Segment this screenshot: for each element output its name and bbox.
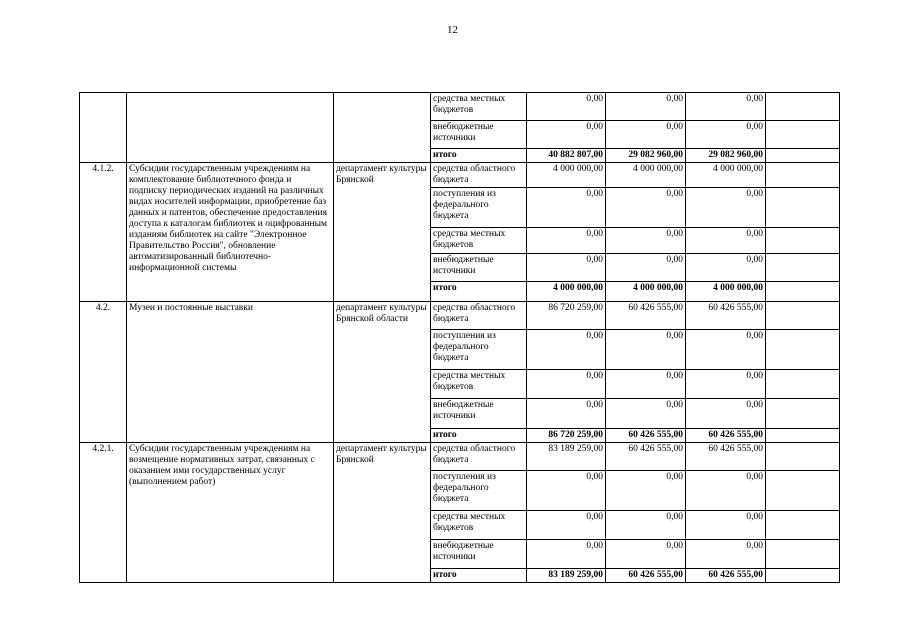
empty-cell [766,330,840,370]
amount-cell: 83 189 259,00 [527,569,606,583]
amount-cell: 0,00 [686,188,766,228]
amount-cell: 4 000 000,00 [686,163,766,188]
amount-cell: 0,00 [606,254,686,282]
item-name-cell: Музеи и постоянные выставки [127,302,334,443]
empty-cell [766,540,840,569]
funding-source-cell: итого [431,282,527,302]
table-row [80,163,840,188]
amount-cell: 29 082 960,00 [686,149,766,163]
page-number: 12 [447,24,458,36]
amount-cell: 0,00 [606,228,686,254]
empty-cell [766,188,840,228]
amount-cell: 86 720 259,00 [527,302,606,330]
empty-cell [766,228,840,254]
amount-cell: 0,00 [606,399,686,429]
amount-cell: 0,00 [527,121,606,149]
amount-cell: 0,00 [686,370,766,399]
funding-source-cell: поступления из федерального бюджета [431,188,527,228]
amount-cell: 0,00 [527,254,606,282]
amount-cell: 0,00 [686,228,766,254]
amount-cell: 0,00 [606,188,686,228]
amount-cell: 0,00 [686,399,766,429]
amount-cell: 60 426 555,00 [686,569,766,583]
funding-source-cell: поступления из федерального бюджета [431,471,527,511]
empty-cell [766,569,840,583]
amount-cell: 4 000 000,00 [527,282,606,302]
empty-cell [766,93,840,121]
empty-cell [766,429,840,443]
empty-cell [766,443,840,471]
empty-cell [766,511,840,540]
empty-cell [766,282,840,302]
empty-cell [766,254,840,282]
item-number-cell: 4.1.2. [80,163,127,302]
amount-cell: 0,00 [527,511,606,540]
amount-cell: 60 426 555,00 [606,569,686,583]
funding-source-cell: средства областного бюджета [431,163,527,188]
funding-source-cell: итого [431,429,527,443]
funding-source-cell: внебюджетные источники [431,254,527,282]
amount-cell: 0,00 [527,188,606,228]
funding-source-cell: средства областного бюджета [431,302,527,330]
funding-source-cell: итого [431,149,527,163]
empty-cell [766,471,840,511]
empty-cell [766,149,840,163]
amount-cell: 0,00 [527,330,606,370]
amount-cell: 60 426 555,00 [686,443,766,471]
amount-cell: 60 426 555,00 [606,302,686,330]
table-row [80,93,840,121]
amount-cell: 0,00 [606,540,686,569]
executor-cell: департамент культуры Брянской [334,443,431,583]
budget-table [79,92,840,583]
item-number-cell: 4.2. [80,302,127,443]
amount-cell: 0,00 [527,370,606,399]
empty-cell [766,302,840,330]
funding-source-cell: итого [431,569,527,583]
amount-cell: 4 000 000,00 [527,163,606,188]
amount-cell: 60 426 555,00 [606,429,686,443]
amount-cell: 40 882 807,00 [527,149,606,163]
item-name-cell: Субсидии государственным учреждениям на возмещение нормативных затрат, связанных с оказанием ими государственных услуг (выполнением работ) [127,443,334,583]
amount-cell: 0,00 [686,93,766,121]
name-cell [127,93,334,163]
amount-cell: 60 426 555,00 [686,429,766,443]
amount-cell: 0,00 [686,330,766,370]
amount-cell: 86 720 259,00 [527,429,606,443]
funding-source-cell: средства местных бюджетов [431,93,527,121]
funding-source-cell: средства местных бюджетов [431,228,527,254]
funding-source-cell: средства областного бюджета [431,443,527,471]
amount-cell: 0,00 [686,471,766,511]
amount-cell: 0,00 [606,471,686,511]
item-number-cell: 4.2.1. [80,443,127,583]
table-row [80,443,840,471]
amount-cell: 0,00 [686,121,766,149]
amount-cell: 0,00 [527,399,606,429]
amount-cell: 60 426 555,00 [686,302,766,330]
amount-cell: 0,00 [527,471,606,511]
funding-source-cell: внебюджетные источники [431,540,527,569]
amount-cell: 0,00 [606,121,686,149]
amount-cell: 29 082 960,00 [606,149,686,163]
amount-cell: 0,00 [527,93,606,121]
executor-cell: департамент культуры Брянской области [334,302,431,443]
funding-source-cell: средства местных бюджетов [431,511,527,540]
funding-source-cell: средства местных бюджетов [431,370,527,399]
empty-cell [766,370,840,399]
executor-cell [334,93,431,163]
empty-cell [766,163,840,188]
funding-source-cell: внебюджетные источники [431,121,527,149]
amount-cell: 0,00 [606,93,686,121]
amount-cell: 4 000 000,00 [606,282,686,302]
amount-cell: 0,00 [606,511,686,540]
empty-cell [766,121,840,149]
amount-cell: 0,00 [527,540,606,569]
funding-source-cell: внебюджетные источники [431,399,527,429]
funding-source-cell: поступления из федерального бюджета [431,330,527,370]
item-name-cell: Субсидии государственным учреждениям на комплектование библиотечного фонда и подписку периодических изданий на различных видах носителей информации, приобретение баз данных и патентов, обеспечение предоставления доступа к каталогам библиотек и оцифрованным изданиям библиотек на сайте "Электронное Правительство Россия", обновление автоматизированный библиотечно-информационной системы [127,163,334,302]
amount-cell: 4 000 000,00 [606,163,686,188]
amount-cell: 0,00 [606,370,686,399]
num-cell [80,93,127,163]
amount-cell: 0,00 [686,540,766,569]
amount-cell: 83 189 259,00 [527,443,606,471]
amount-cell: 0,00 [527,228,606,254]
amount-cell: 4 000 000,00 [686,282,766,302]
empty-cell [766,399,840,429]
amount-cell: 0,00 [686,511,766,540]
table-row [80,302,840,330]
amount-cell: 0,00 [606,330,686,370]
amount-cell: 0,00 [686,254,766,282]
amount-cell: 60 426 555,00 [606,443,686,471]
executor-cell: департамент культуры Брянской [334,163,431,302]
